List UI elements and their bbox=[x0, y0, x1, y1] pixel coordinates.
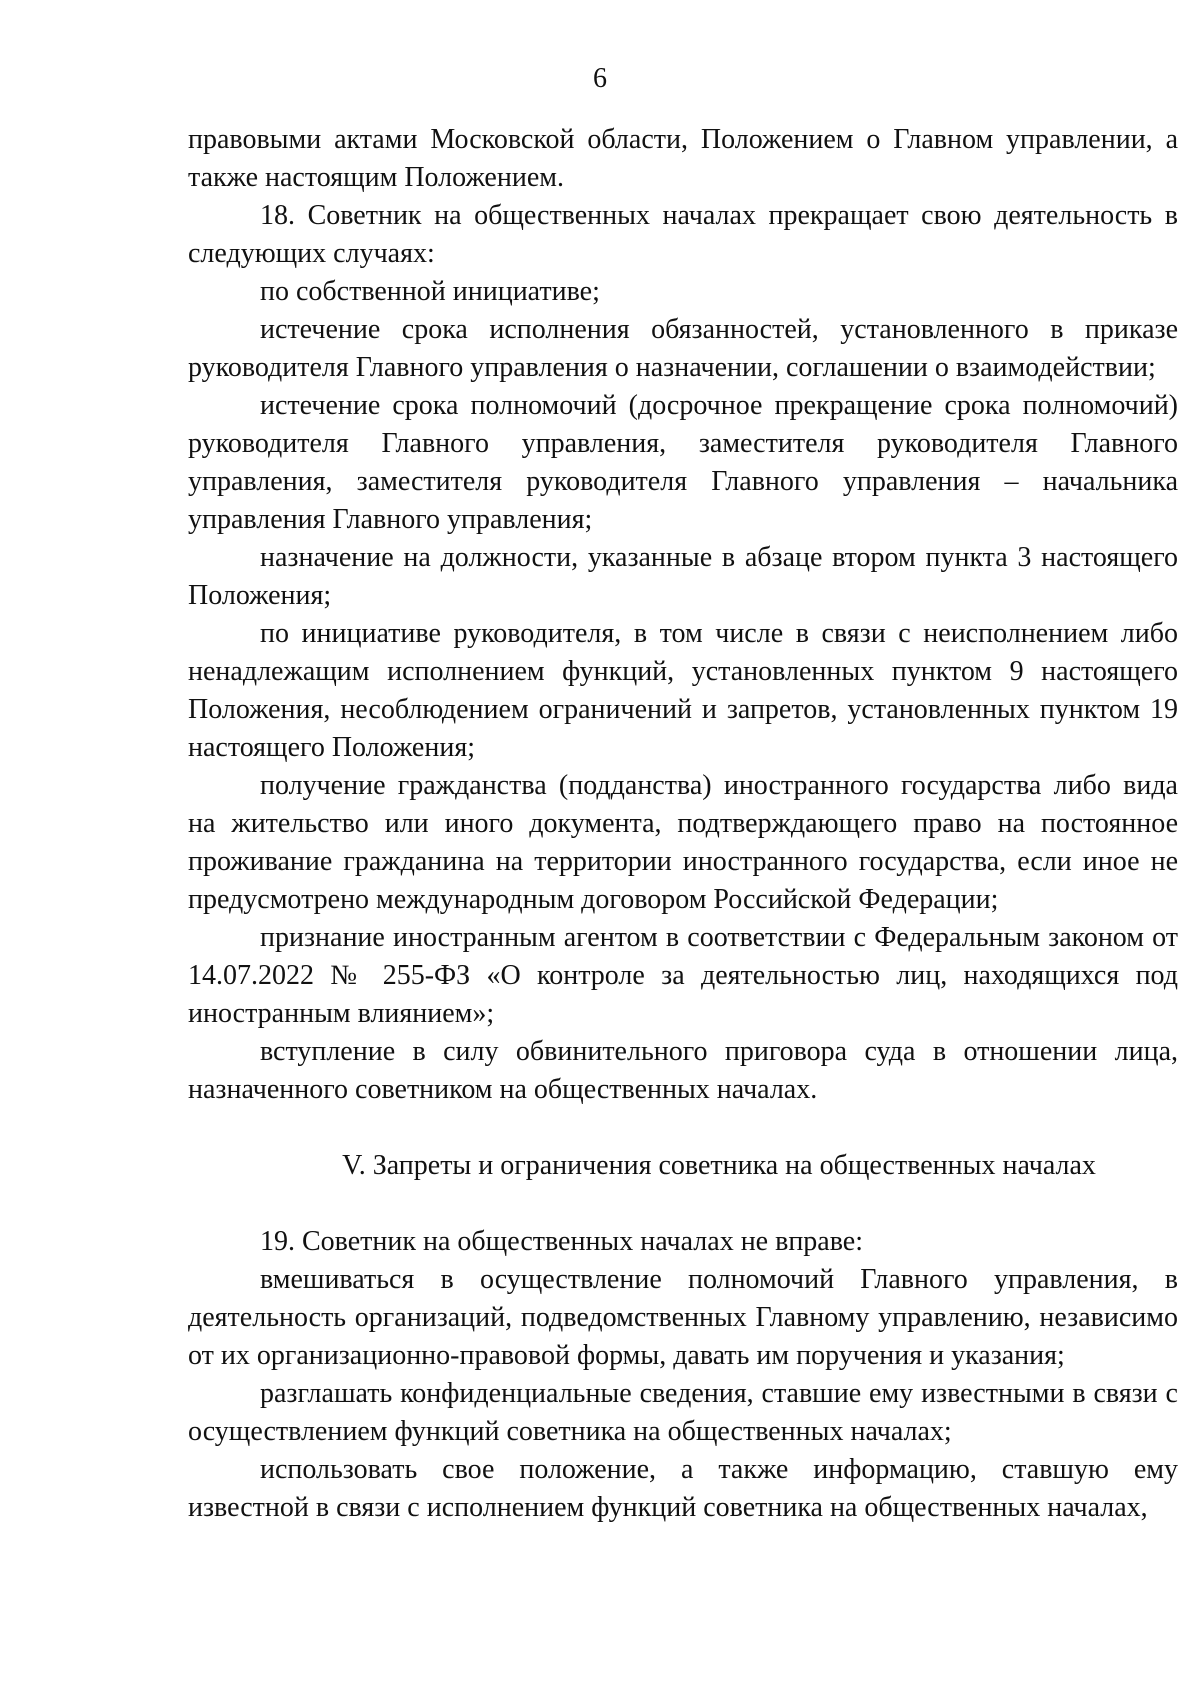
paragraph: использовать свое положение, а также информацию, ставшую ему известной в связи с исполнением функций советника на общественных началах, bbox=[188, 1454, 1178, 1523]
paragraph: вступление в силу обвинительного приговора суда в отношении лица, назначенного советником на общественных началах. bbox=[188, 1036, 1178, 1105]
section-heading: V. Запреты и ограничения советника на общественных началах bbox=[342, 1150, 1096, 1181]
paragraph: признание иностранным агентом в соответствии с Федеральным законом от 14.07.2022 № 255-ФЗ «О контроле за деятельностью лиц, находящихся под иностранным влиянием»; bbox=[188, 922, 1178, 1029]
paragraph: 19. Советник на общественных началах не вправе: bbox=[260, 1226, 863, 1257]
paragraph: назначение на должности, указанные в абзаце втором пункта 3 настоящего Положения; bbox=[188, 542, 1178, 611]
paragraph: истечение срока исполнения обязанностей, установленного в приказе руководителя Главного управления о назначении, соглашении о взаимодействии; bbox=[188, 314, 1178, 383]
paragraph: по собственной инициативе; bbox=[260, 276, 600, 307]
paragraph: получение гражданства (подданства) иностранного государства либо вида на жительство или иного документа, подтверждающего право на постоянное проживание гражданина на территории иностранного государства, если иное не предусмотрено международным договором Российской Федерации; bbox=[188, 770, 1178, 915]
paragraph: истечение срока полномочий (досрочное прекращение срока полномочий) руководителя Главного управления, заместителя руководителя Главного управления, заместителя руководителя Главного управления – начальника управления Главного управления; bbox=[188, 390, 1178, 535]
paragraph: 18. Советник на общественных началах прекращает свою деятельность в следующих случаях: bbox=[188, 200, 1178, 269]
page-number: 6 bbox=[593, 63, 607, 94]
paragraph: вмешиваться в осуществление полномочий Главного управления, в деятельность организаций, подведомственных Главному управлению, независимо от их организационно-правовой формы, давать им поручения и указания; bbox=[188, 1264, 1178, 1371]
paragraph: правовыми актами Московской области, Положением о Главном управлении, а также настоящим Положением. bbox=[188, 124, 1178, 193]
paragraph: разглашать конфиденциальные сведения, ставшие ему известными в связи с осуществлением функций советника на общественных началах; bbox=[188, 1378, 1178, 1447]
document-body bbox=[188, 121, 1178, 1527]
paragraph: по инициативе руководителя, в том числе в связи с неисполнением либо ненадлежащим исполнением функций, установленных пунктом 9 настоящего Положения, несоблюдением ограничений и запретов, установленных пунктом 19 настоящего Положения; bbox=[188, 618, 1178, 763]
